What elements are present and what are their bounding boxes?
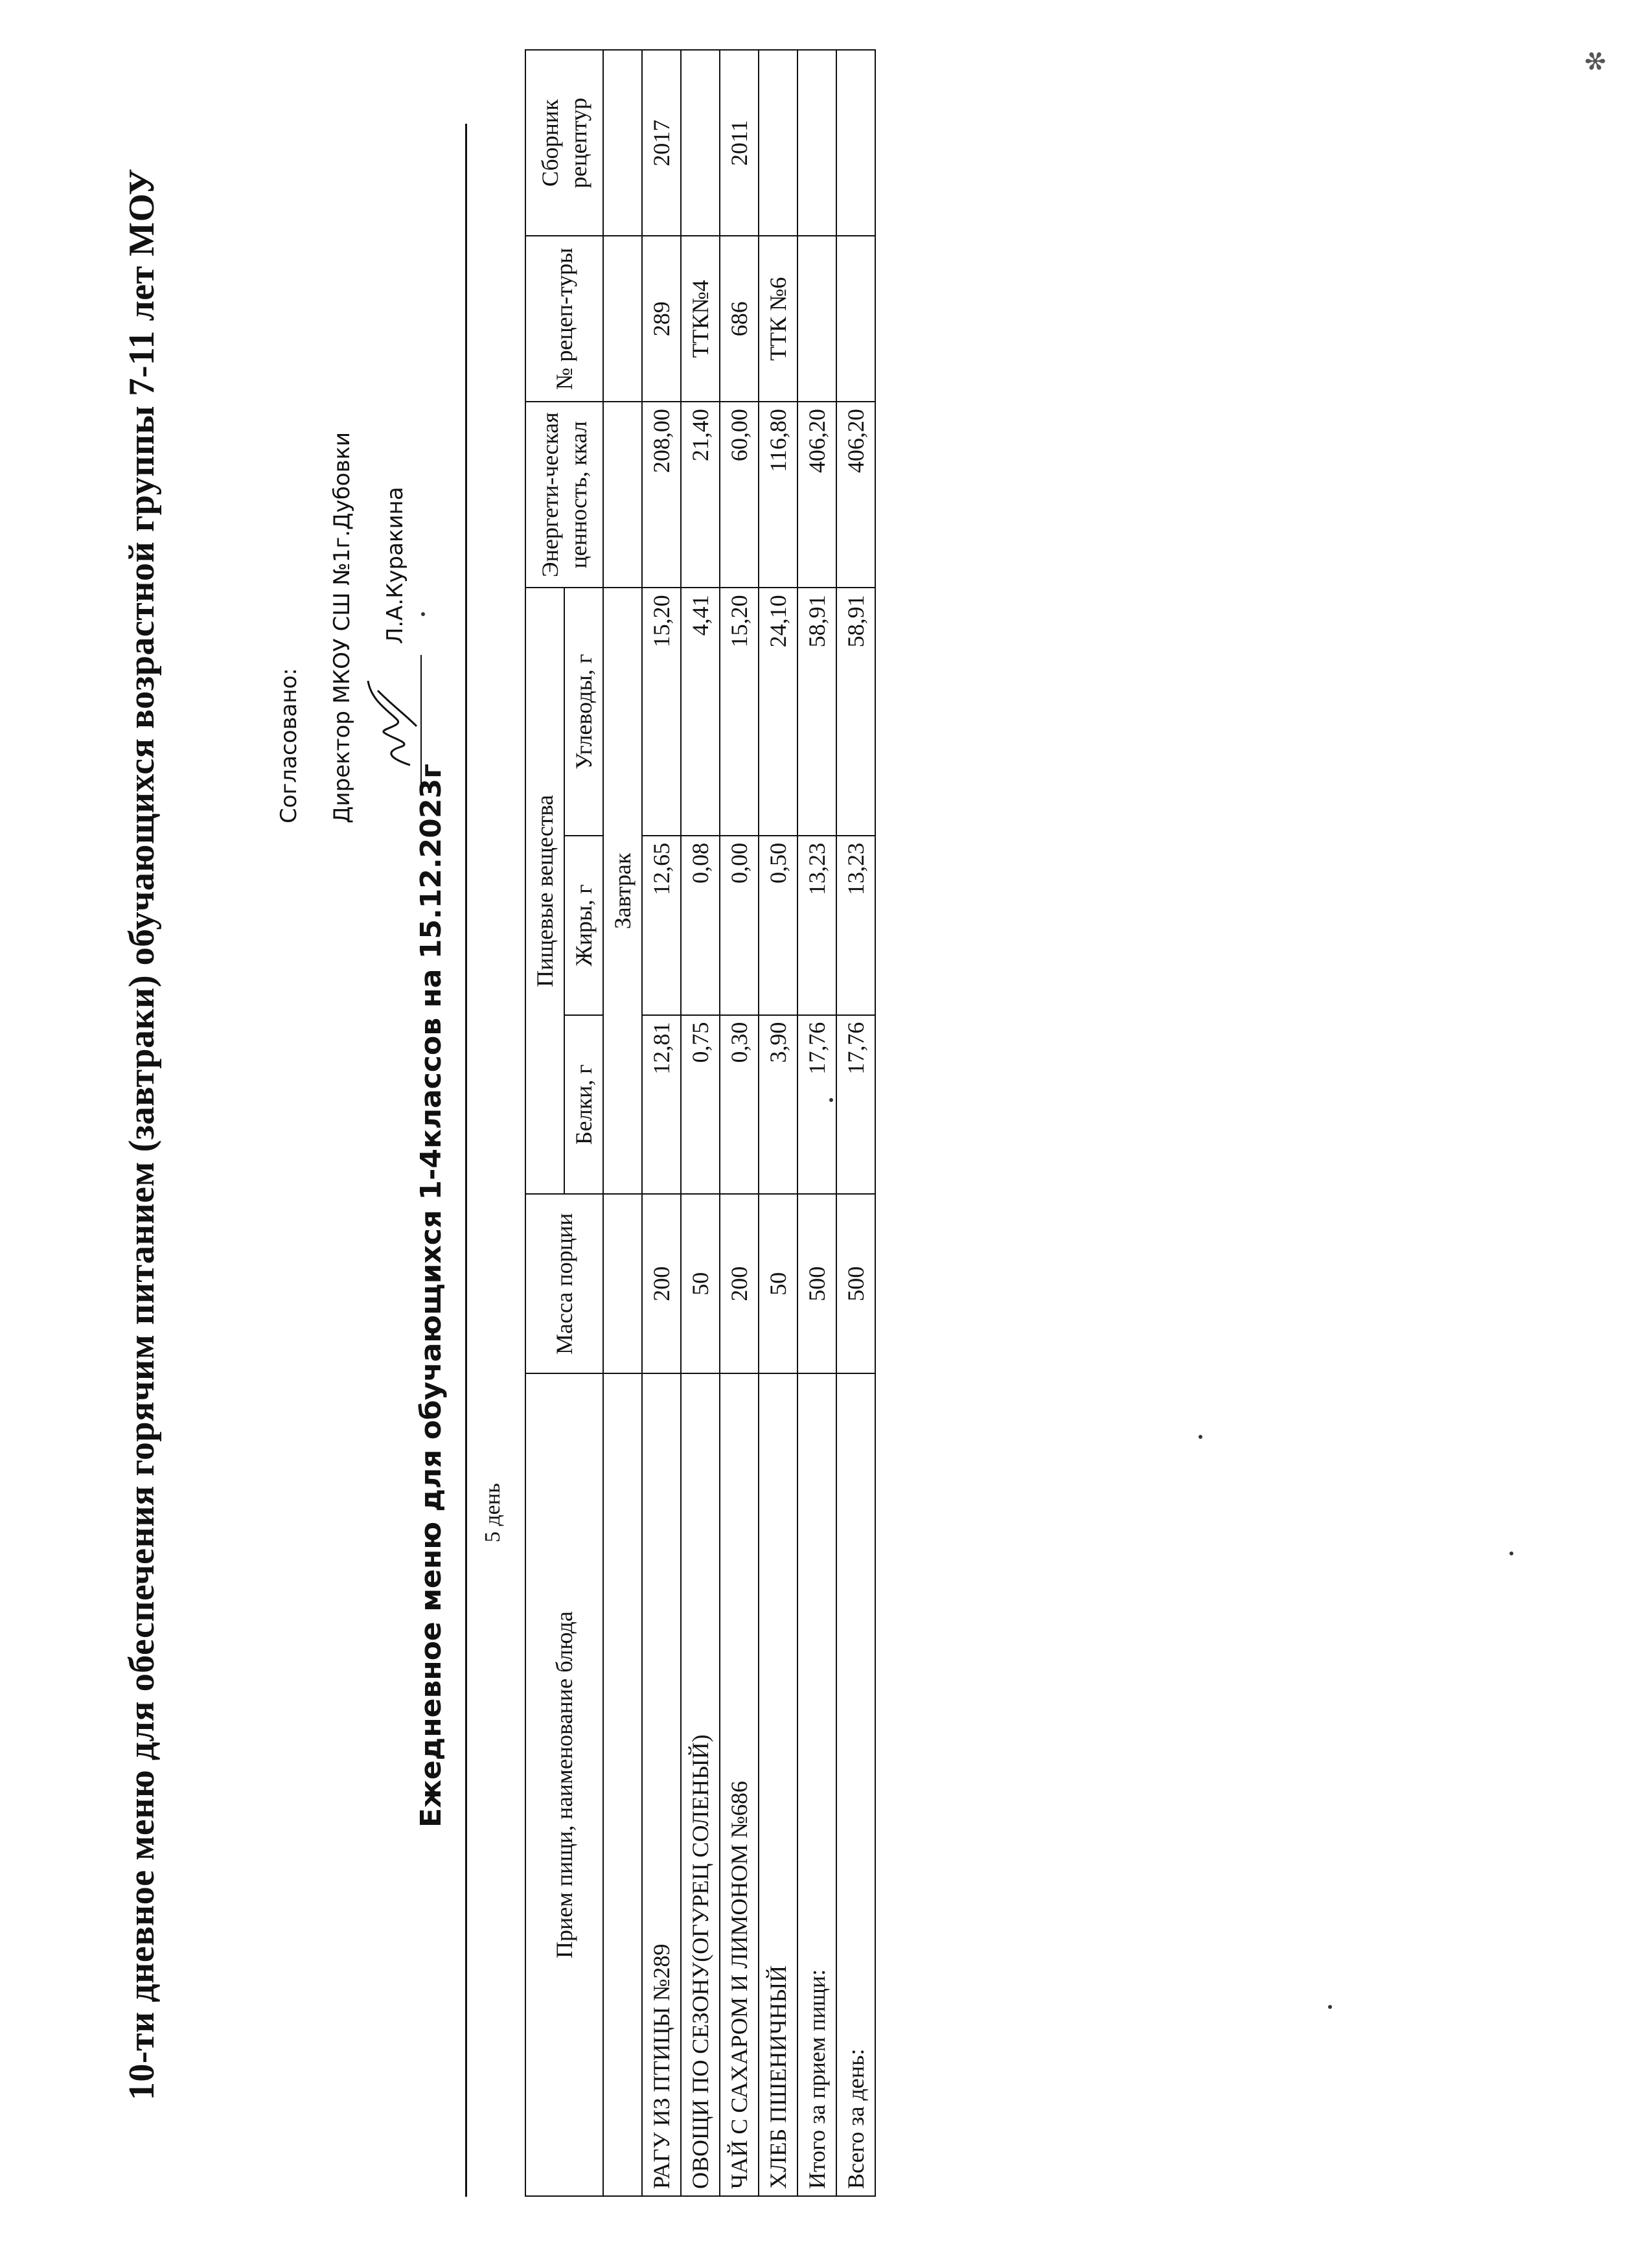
cell-protein: 3,90 bbox=[759, 1015, 797, 1195]
cell-empty bbox=[836, 50, 875, 236]
scan-speck bbox=[421, 612, 425, 616]
header-name: Прием пищи, наименование блюда bbox=[525, 1373, 603, 2196]
cell-fat: 13,23 bbox=[836, 836, 875, 1015]
cell-energy: 116,80 bbox=[759, 402, 797, 588]
cell-collection: 2017 bbox=[642, 50, 681, 236]
table-header-row bbox=[525, 50, 564, 2196]
section-label: Завтрак bbox=[603, 588, 642, 1194]
cell-name: Итого за прием пищи: bbox=[797, 1373, 836, 2196]
header-nutrients: Пищевые вещества bbox=[525, 588, 564, 1194]
cell-mass: 500 bbox=[797, 1194, 836, 1373]
cell-empty bbox=[797, 50, 836, 236]
cell-empty bbox=[836, 236, 875, 402]
divider bbox=[465, 124, 467, 2197]
total-row bbox=[836, 50, 875, 2196]
cell-mass: 500 bbox=[836, 1194, 875, 1373]
header-carbs: Углеводы, г bbox=[564, 588, 603, 835]
cell-name: ХЛЕБ ПШЕНИЧНЫЙ bbox=[759, 1373, 797, 2196]
cell-fat: 0,08 bbox=[681, 836, 720, 1015]
header-protein: Белки, г bbox=[564, 1015, 603, 1195]
scan-speck bbox=[1328, 2005, 1332, 2009]
cell-protein: 12,81 bbox=[642, 1015, 681, 1195]
cell-fat: 12,65 bbox=[642, 836, 681, 1015]
cell-name: РАГУ ИЗ ПТИЦЫ №289 bbox=[642, 1373, 681, 2196]
section-empty-cell bbox=[603, 236, 642, 402]
cell-energy: 406,20 bbox=[836, 402, 875, 588]
cell-carbs: 58,91 bbox=[797, 588, 836, 835]
cell-protein: 0,30 bbox=[720, 1015, 759, 1195]
section-empty-cell bbox=[603, 1194, 642, 1373]
header-mass: Масса порции bbox=[525, 1194, 603, 1373]
table-row bbox=[681, 50, 720, 2196]
cell-mass: 200 bbox=[642, 1194, 681, 1373]
section-empty-cell bbox=[603, 1373, 642, 2196]
cell-energy: 406,20 bbox=[797, 402, 836, 588]
subtotal-row bbox=[797, 50, 836, 2196]
scan-speck bbox=[1199, 1435, 1202, 1439]
cell-collection bbox=[759, 50, 797, 236]
cell-fat: 13,23 bbox=[797, 836, 836, 1015]
approval-label: Согласовано: bbox=[276, 668, 302, 823]
cell-mass: 200 bbox=[720, 1194, 759, 1373]
table-row bbox=[642, 50, 681, 2196]
approval-name: Л.А.Куракина bbox=[382, 487, 408, 645]
approval-position: Директор МКОУ СШ №1г.Дубовки bbox=[329, 431, 355, 823]
section-empty-cell bbox=[603, 402, 642, 588]
header-collection: Сборник рецептур bbox=[525, 50, 603, 236]
cell-energy: 60,00 bbox=[720, 402, 759, 588]
cell-name: ОВОЩИ ПО СЕЗОНУ(ОГУРЕЦ СОЛЕНЫЙ) bbox=[681, 1373, 720, 2196]
scan-blot-icon: ✻ bbox=[1581, 50, 1611, 72]
menu-table bbox=[525, 49, 876, 2197]
table-row bbox=[720, 50, 759, 2196]
table-row bbox=[759, 50, 797, 2196]
cell-mass: 50 bbox=[681, 1194, 720, 1373]
cell-recipe: ТТК №6 bbox=[759, 236, 797, 402]
cell-carbs: 15,20 bbox=[720, 588, 759, 835]
cell-protein: 17,76 bbox=[836, 1015, 875, 1195]
cell-carbs: 15,20 bbox=[642, 588, 681, 835]
handwritten-signature-icon bbox=[365, 674, 426, 772]
header-recipe-no: № рецеп-туры bbox=[525, 236, 603, 402]
header-energy: Энергети-ческая ценность, ккал bbox=[525, 402, 603, 588]
cell-fat: 0,00 bbox=[720, 836, 759, 1015]
cell-energy: 208,00 bbox=[642, 402, 681, 588]
cell-protein: 17,76 bbox=[797, 1015, 836, 1195]
header-fat: Жиры, г bbox=[564, 836, 603, 1015]
approval-block bbox=[262, 432, 422, 823]
cell-recipe: 686 bbox=[720, 236, 759, 402]
section-empty-cell bbox=[603, 50, 642, 236]
cell-carbs: 4,41 bbox=[681, 588, 720, 835]
scan-speck bbox=[1509, 1552, 1513, 1555]
section-row bbox=[603, 50, 642, 2196]
cell-protein: 0,75 bbox=[681, 1015, 720, 1195]
cell-name: Всего за день: bbox=[836, 1373, 875, 2196]
menu-title: Ежедневное меню для обучающихся 1-4классов на 15.12.2023г bbox=[415, 763, 448, 1827]
cell-carbs: 58,91 bbox=[836, 588, 875, 835]
cell-collection: 2011 bbox=[720, 50, 759, 236]
cell-fat: 0,50 bbox=[759, 836, 797, 1015]
cell-empty bbox=[797, 236, 836, 402]
cell-collection bbox=[681, 50, 720, 236]
approval-signature-line bbox=[369, 432, 422, 823]
cell-recipe: 289 bbox=[642, 236, 681, 402]
scan-speck bbox=[829, 1098, 833, 1102]
day-label: 5 день bbox=[481, 1483, 505, 1542]
cell-energy: 21,40 bbox=[681, 402, 720, 588]
cell-mass: 50 bbox=[759, 1194, 797, 1373]
cell-recipe: ТТК№4 bbox=[681, 236, 720, 402]
cell-carbs: 24,10 bbox=[759, 588, 797, 835]
document-title: 10-ти дневное меню для обеспечения горячим питанием (завтраки) обучающихся возрастной группы 7-11 лет МОУ bbox=[122, 168, 162, 2101]
cell-name: ЧАЙ С САХАРОМ И ЛИМОНОМ №686 bbox=[720, 1373, 759, 2196]
